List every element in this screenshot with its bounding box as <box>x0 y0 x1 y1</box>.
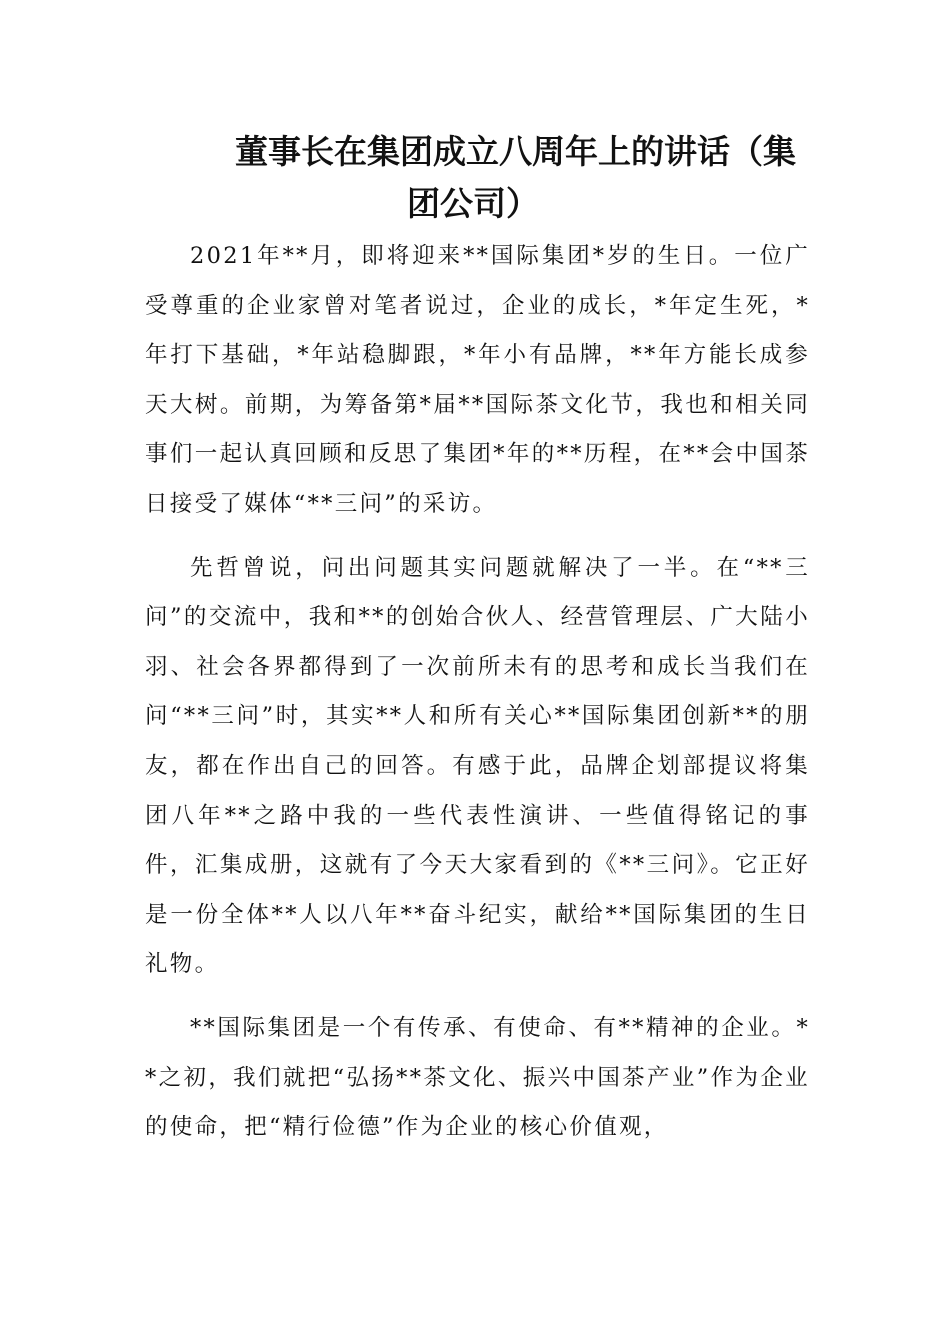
document-title-line-2: 团公司） <box>407 184 539 223</box>
document-title-line-1: 董事长在集团成立八周年上的讲话（集 <box>235 132 796 171</box>
paragraph-3: **国际集团是一个有传承、有使命、有**精神的企业。**之初，我们就把“弘扬**茶文化、振兴中国茶产业”作为企业的使命，把“精行俭德”作为企业的核心价值观， <box>145 1014 810 1141</box>
paragraph-2: 先哲曾说，问出问题其实问题就解决了一半。在“**三问”的交流中，我和**的创始合伙人、经营管理层、广大陆小羽、社会各界都得到了一次前所未有的思考和成长当我们在问“**三问”时，其实**人和所有关心**国际集团创新**的朋友，都在作出自己的回答。有感于此，品牌企划部提议将集团八年**之路中我的一些代表性演讲、一些值得铭记的事件，汇集成册，这就有了今天大家看到的《**三问》。它正好是一份全体**人以八年**奋斗纪实，献给**国际集团的生日礼物。 <box>145 554 810 978</box>
document-body <box>145 232 810 1167</box>
document-title <box>145 126 810 230</box>
paragraph-1: 2021年**月，即将迎来**国际集团*岁的生日。一位广受尊重的企业家曾对笔者说过，企业的成长，*年定生死，*年打下基础，*年站稳脚跟，*年小有品牌，**年方能长成参天大树。前期，为筹备第*届**国际茶文化节，我也和相关同事们一起认真回顾和反思了集团*年的**历程，在**会中国茶日接受了媒体“**三问”的采访。 <box>145 243 810 517</box>
